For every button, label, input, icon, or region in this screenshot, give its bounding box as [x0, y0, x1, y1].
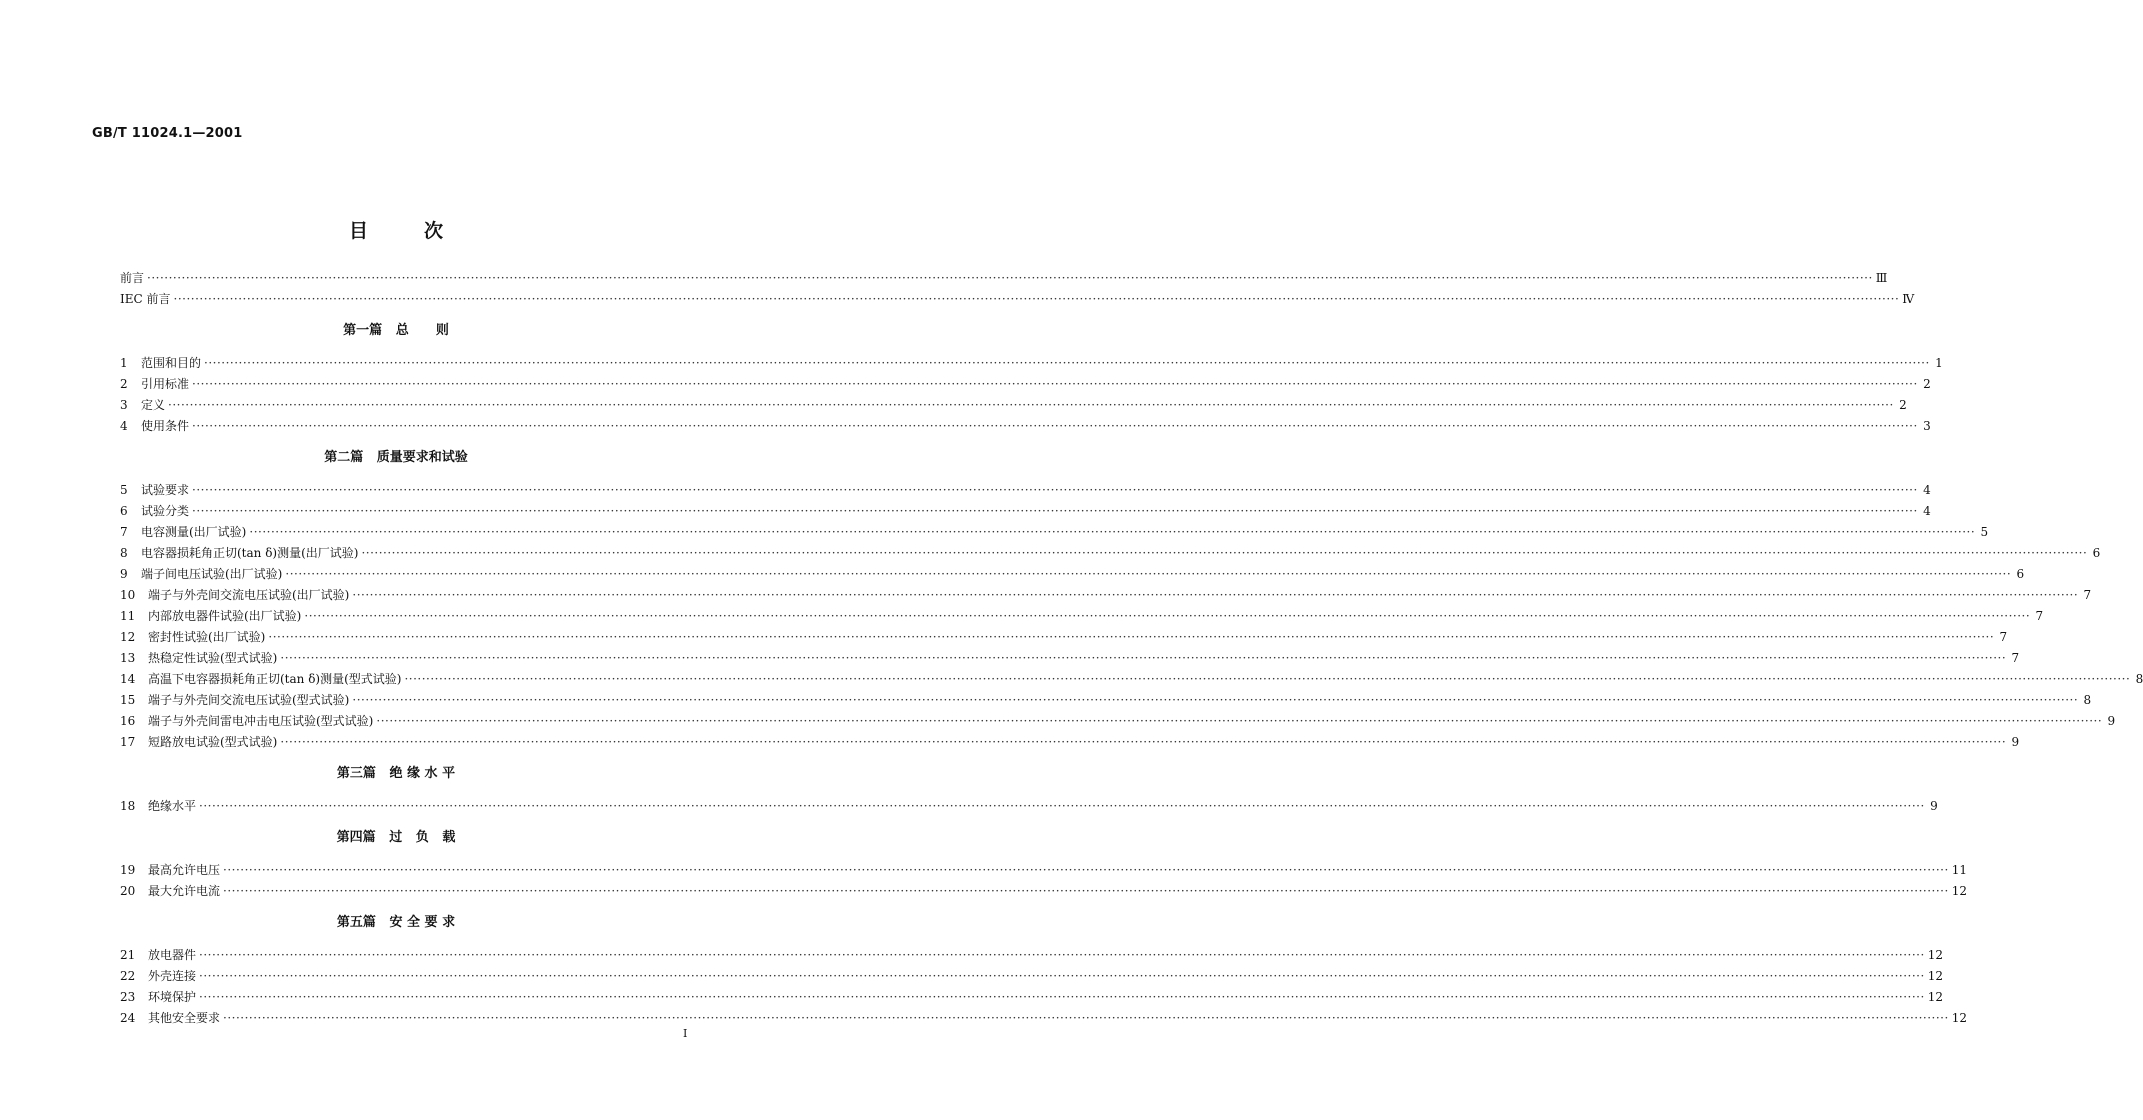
toc-entry-label: 最大允许电流 — [148, 884, 221, 898]
toc-entry-number: 4 — [120, 419, 128, 433]
toc-entry-lead — [120, 374, 189, 395]
toc-entry-label: 引用标准 — [141, 377, 190, 391]
toc-entry-page: 9 — [2011, 735, 2020, 749]
toc-entry[interactable] — [120, 945, 1944, 966]
toc-entry-label: 范围和目的 — [141, 356, 202, 370]
toc-entry-number: 19 — [120, 863, 136, 877]
toc-entry-label: 定义 — [141, 398, 166, 412]
dot-leader: ················································································································································································································································································································································································································ — [280, 651, 2007, 665]
toc-entry-number: 11 — [120, 609, 136, 623]
toc-entry-label: 端子间电压试验(出厂试验) — [141, 567, 283, 581]
toc-entry[interactable] — [120, 966, 1944, 987]
toc-entry-lead — [120, 268, 144, 289]
toc-entry-page: 7 — [2083, 588, 2092, 602]
toc-entry[interactable] — [120, 522, 1989, 543]
toc-entry-label: 电容器损耗角正切(tan δ)测量(出厂试验) — [141, 546, 359, 560]
toc-entry-page: 7 — [1999, 630, 2008, 644]
dot-leader: ················································································································································································································································································································································································································ — [147, 271, 1873, 285]
part-heading: 第四篇 过 负 载 — [336, 830, 456, 845]
toc-entry[interactable] — [120, 543, 2101, 564]
dot-leader: ················································································································································································································································································································································································································ — [192, 377, 1918, 391]
toc-entry-page: 7 — [2011, 651, 2020, 665]
toc-entry-page: 1 — [1935, 356, 1943, 370]
toc-entry-number: 23 — [120, 990, 136, 1004]
dot-leader: ················································································································································································································································································································································································································ — [249, 525, 1976, 539]
toc-entry-number: 16 — [120, 714, 136, 728]
toc-entry[interactable] — [120, 732, 2020, 753]
toc-entry-label: 前言 — [120, 271, 145, 285]
toc-entry-lead — [120, 987, 196, 1008]
toc-entry-number: 6 — [120, 504, 128, 518]
toc-entry-page: 7 — [2035, 609, 2044, 623]
toc-entry-label: 热稳定性试验(型式试验) — [148, 651, 278, 665]
toc-entry-lead — [120, 881, 220, 902]
toc-entry-number: 2 — [120, 377, 128, 391]
dot-leader: ················································································································································································································································································································································································································ — [223, 863, 1949, 877]
dot-leader: ················································································································································································································································································································································································································ — [268, 630, 1995, 644]
toc-entry-page: 12 — [1951, 884, 1968, 898]
toc-entry-number: 7 — [120, 525, 128, 539]
toc-entry-number: 14 — [120, 672, 136, 686]
dot-leader: ················································································································································································································································································································································································································ — [223, 884, 1949, 898]
toc-entry-number: 15 — [120, 693, 136, 707]
toc-entry-lead — [120, 796, 196, 817]
toc-entry[interactable] — [120, 1008, 1968, 1029]
toc-entry-label: 放电器件 — [148, 948, 197, 962]
toc-entry-label: 电容测量(出厂试验) — [141, 525, 247, 539]
toc-entry-lead — [120, 353, 201, 374]
toc-entry[interactable] — [120, 711, 2116, 732]
toc-entry-label: 最高允许电压 — [148, 863, 221, 877]
dot-leader: ················································································································································································································································································································································································································ — [173, 292, 1900, 306]
toc-entry-page: 2 — [1899, 398, 1907, 412]
toc-entry-label: 短路放电试验(型式试验) — [148, 735, 278, 749]
dot-leader: ················································································································································································································································································································································································································ — [199, 948, 1925, 962]
toc-entry-page: Ⅲ — [1875, 271, 1888, 285]
dot-leader: ················································································································································································································································································································································································································ — [304, 609, 2031, 623]
dot-leader: ················································································································································································································································································································································································································ — [352, 588, 2079, 602]
toc-entry[interactable] — [120, 353, 1943, 374]
dot-leader: ················································································································································································································································································································································································································ — [204, 356, 1930, 370]
toc-entry-page: 2 — [1923, 377, 1931, 391]
toc-entry[interactable] — [120, 860, 1968, 881]
toc-entry-label: 其他安全要求 — [148, 1011, 221, 1025]
toc-entry-page: 11 — [1951, 863, 1968, 877]
toc-entry-lead — [120, 690, 349, 711]
toc-entry-lead — [120, 860, 220, 881]
toc-entry-lead — [120, 966, 196, 987]
dot-leader: ················································································································································································································································································································································································································ — [192, 504, 1918, 518]
toc-entry-page: 8 — [2083, 693, 2092, 707]
dot-leader: ················································································································································································································································································································································································································ — [192, 419, 1918, 433]
toc-entry-label: 高温下电容器损耗角正切(tan δ)测量(型式试验) — [148, 672, 402, 686]
table-of-contents — [0, 268, 2143, 1029]
toc-entry-lead — [120, 732, 277, 753]
toc-entry[interactable] — [120, 374, 1931, 395]
toc-entry[interactable] — [120, 881, 1968, 902]
toc-entry-page: 9 — [1930, 799, 1938, 813]
toc-entry-number: 9 — [120, 567, 128, 581]
toc-entry-page: 9 — [2107, 714, 2116, 728]
dot-leader: ················································································································································································································································································································································································································ — [199, 799, 1925, 813]
toc-entry-page: 5 — [1980, 525, 1989, 539]
toc-entry-lead — [120, 543, 358, 564]
part-heading: 第五篇 安 全 要 求 — [336, 915, 456, 930]
toc-entry-number: 10 — [120, 588, 136, 602]
toc-entry-lead — [120, 501, 189, 522]
toc-entry-label: 端子与外壳间雷电冲击电压试验(型式试验) — [148, 714, 374, 728]
dot-leader: ················································································································································································································································································································································································································ — [376, 714, 2103, 728]
toc-entry-lead — [120, 395, 165, 416]
dot-leader: ················································································································································································································································································································································································································ — [199, 969, 1925, 983]
part-heading: 第一篇 总 则 — [343, 323, 449, 338]
toc-entry-page: 12 — [1927, 969, 1944, 983]
toc-entry-label: 试验要求 — [141, 483, 190, 497]
toc-entry-label: 内部放电器件试验(出厂试验) — [148, 609, 302, 623]
dot-leader: ················································································································································································································································································································································································································ — [168, 398, 1894, 412]
toc-entry-number: 12 — [120, 630, 136, 644]
toc-entry-page: 12 — [1951, 1011, 1968, 1025]
page-folio: Ⅰ — [683, 1027, 688, 1040]
dot-leader: ················································································································································································································································································································································································································ — [192, 483, 1918, 497]
toc-entry[interactable] — [120, 987, 1944, 1008]
toc-entry-page: 6 — [2016, 567, 2025, 581]
toc-entry[interactable] — [120, 648, 2020, 669]
dot-leader: ················································································································································································································································································································································································································ — [352, 693, 2079, 707]
toc-entry[interactable] — [120, 501, 1931, 522]
toc-entry-lead — [120, 711, 373, 732]
toc-entry[interactable] — [120, 627, 2008, 648]
toc-entry-label: 试验分类 — [141, 504, 190, 518]
toc-entry[interactable] — [120, 564, 2025, 585]
toc-entry-lead — [120, 564, 282, 585]
toc-entry[interactable] — [120, 669, 2143, 690]
standard-number: GB/T 11024.1—2001 — [92, 126, 243, 141]
toc-entry-number: 22 — [120, 969, 136, 983]
toc-entry-page: 4 — [1923, 504, 1931, 518]
toc-entry-label: 端子与外壳间交流电压试验(型式试验) — [148, 693, 350, 707]
toc-entry-lead — [120, 416, 189, 437]
toc-entry[interactable] — [120, 690, 2092, 711]
toc-entry-lead — [120, 669, 401, 690]
toc-entry-number: 13 — [120, 651, 136, 665]
toc-entry[interactable] — [120, 289, 1915, 310]
toc-entry-number: 21 — [120, 948, 136, 962]
toc-entry-label: 环境保护 — [148, 990, 197, 1004]
toc-entry-lead — [120, 289, 171, 310]
toc-entry-number: 24 — [120, 1011, 136, 1025]
toc-entry[interactable] — [120, 796, 1938, 817]
toc-entry-lead — [120, 945, 196, 966]
toc-entry-page: 6 — [2092, 546, 2101, 560]
toc-entry-number: 3 — [120, 398, 128, 412]
toc-entry[interactable] — [120, 480, 1931, 501]
toc-entry-label: 使用条件 — [141, 419, 190, 433]
toc-entry-label: 绝缘水平 — [148, 799, 197, 813]
toc-entry-label: 端子与外壳间交流电压试验(出厂试验) — [148, 588, 350, 602]
toc-entry-page: 4 — [1923, 483, 1931, 497]
toc-entry-page: 8 — [2135, 672, 2143, 686]
page-title: 目次 — [348, 220, 499, 242]
toc-entry-number: 20 — [120, 884, 136, 898]
part-heading: 第二篇 质量要求和试验 — [324, 450, 468, 465]
toc-entry-page: 12 — [1927, 990, 1944, 1004]
toc-entry-lead — [120, 627, 265, 648]
toc-entry-number: 17 — [120, 735, 136, 749]
toc-entry[interactable] — [120, 585, 2092, 606]
toc-entry-page: 12 — [1927, 948, 1944, 962]
dot-leader: ················································································································································································································································································································································································································ — [199, 990, 1925, 1004]
dot-leader: ················································································································································································································································································································································································································ — [404, 672, 2131, 686]
toc-entry-number: 1 — [120, 356, 128, 370]
toc-entry-page: 3 — [1923, 419, 1931, 433]
toc-entry-lead — [120, 522, 246, 543]
toc-entry[interactable] — [120, 416, 1931, 437]
toc-entry-label: 外壳连接 — [148, 969, 197, 983]
dot-leader: ················································································································································································································································································································································································································ — [285, 567, 2012, 581]
toc-entry[interactable] — [120, 268, 1888, 289]
toc-entry[interactable] — [120, 395, 1907, 416]
toc-entry-lead — [120, 480, 189, 501]
toc-entry-number: 5 — [120, 483, 128, 497]
part-heading: 第三篇 绝 缘 水 平 — [336, 766, 456, 781]
toc-entry-number: 8 — [120, 546, 128, 560]
toc-entry-lead — [120, 1008, 220, 1029]
toc-entry-label: IEC 前言 — [120, 292, 171, 306]
toc-entry-lead — [120, 648, 277, 669]
toc-entry-lead — [120, 585, 349, 606]
dot-leader: ················································································································································································································································································································································································································ — [223, 1011, 1949, 1025]
dot-leader: ················································································································································································································································································································································································································ — [361, 546, 2088, 560]
toc-entry-page: Ⅳ — [1902, 292, 1915, 306]
toc-entry-lead — [120, 606, 301, 627]
dot-leader: ················································································································································································································································································································································································································ — [280, 735, 2007, 749]
toc-entry-number: 18 — [120, 799, 136, 813]
toc-entry-label: 密封性试验(出厂试验) — [148, 630, 266, 644]
toc-entry[interactable] — [120, 606, 2044, 627]
